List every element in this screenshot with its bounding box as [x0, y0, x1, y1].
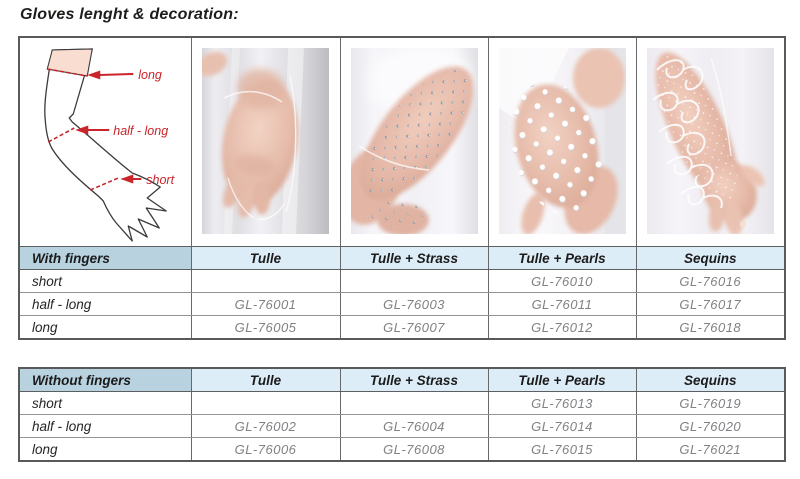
row-label: short [19, 270, 191, 293]
length-diagram-cell [19, 37, 191, 247]
column-header-tulle: Tulle [191, 368, 340, 392]
column-header-tulle-strass: Tulle + Strass [340, 247, 488, 270]
table-row-long [19, 438, 785, 462]
row-label: short [19, 392, 191, 415]
table-row-half-long [19, 293, 785, 316]
sequins-glove-photo [647, 48, 774, 234]
photo-cell-tulle [191, 37, 340, 247]
code-cell [191, 270, 340, 293]
code-cell: GL-76010 [488, 270, 636, 293]
column-header-sequins: Sequins [636, 247, 785, 270]
code-cell: GL-76016 [636, 270, 785, 293]
code-cell: GL-76014 [488, 415, 636, 438]
photo-cell-sequins [636, 37, 785, 247]
code-cell: GL-76004 [340, 415, 488, 438]
code-cell: GL-76021 [636, 438, 785, 462]
long-arrow-icon [87, 71, 133, 80]
tulle-pearls-glove-photo [499, 48, 626, 234]
length-label-short: short [146, 173, 175, 187]
code-cell: GL-76012 [488, 316, 636, 340]
code-cell: GL-76006 [191, 438, 340, 462]
code-cell: GL-76015 [488, 438, 636, 462]
column-header-tulle-pearls: Tulle + Pearls [488, 247, 636, 270]
row-label: long [19, 438, 191, 462]
gloves-table-without-fingers [18, 367, 786, 462]
table-title-with-fingers: With fingers [19, 247, 191, 270]
code-cell: GL-76008 [340, 438, 488, 462]
code-cell: GL-76018 [636, 316, 785, 340]
code-cell: GL-76020 [636, 415, 785, 438]
row-label: long [19, 316, 191, 340]
code-cell [340, 392, 488, 415]
table-title-without-fingers: Without fingers [19, 368, 191, 392]
row-label: half - long [19, 293, 191, 316]
column-header-sequins: Sequins [636, 368, 785, 392]
table-row-half-long [19, 415, 785, 438]
image-row [19, 37, 785, 247]
code-cell: GL-76019 [636, 392, 785, 415]
code-cell: GL-76003 [340, 293, 488, 316]
tulle-glove-photo [202, 48, 329, 234]
column-header-tulle-pearls: Tulle + Pearls [488, 368, 636, 392]
code-cell: GL-76011 [488, 293, 636, 316]
tulle-strass-glove-photo [351, 48, 478, 234]
table-header-row [19, 368, 785, 392]
gloves-table-with-fingers [18, 36, 786, 340]
length-diagram [20, 38, 191, 246]
length-label-half-long: half - long [113, 124, 169, 138]
table-header-row [19, 247, 785, 270]
photo-cell-tulle-pearls [488, 37, 636, 247]
code-cell: GL-76017 [636, 293, 785, 316]
code-cell: GL-76007 [340, 316, 488, 340]
code-cell: GL-76002 [191, 415, 340, 438]
code-cell: GL-76001 [191, 293, 340, 316]
column-header-tulle-strass: Tulle + Strass [340, 368, 488, 392]
code-cell [191, 392, 340, 415]
table-row-short [19, 270, 785, 293]
code-cell [340, 270, 488, 293]
code-cell: GL-76005 [191, 316, 340, 340]
row-label: half - long [19, 415, 191, 438]
column-header-tulle: Tulle [191, 247, 340, 270]
length-label-long: long [138, 68, 162, 82]
table-row-short [19, 392, 785, 415]
code-cell: GL-76013 [488, 392, 636, 415]
page-title: Gloves lenght & decoration: [20, 6, 239, 23]
arm-length-diagram-svg [20, 38, 191, 246]
photo-cell-tulle-strass [340, 37, 488, 247]
table-row-long [19, 316, 785, 340]
